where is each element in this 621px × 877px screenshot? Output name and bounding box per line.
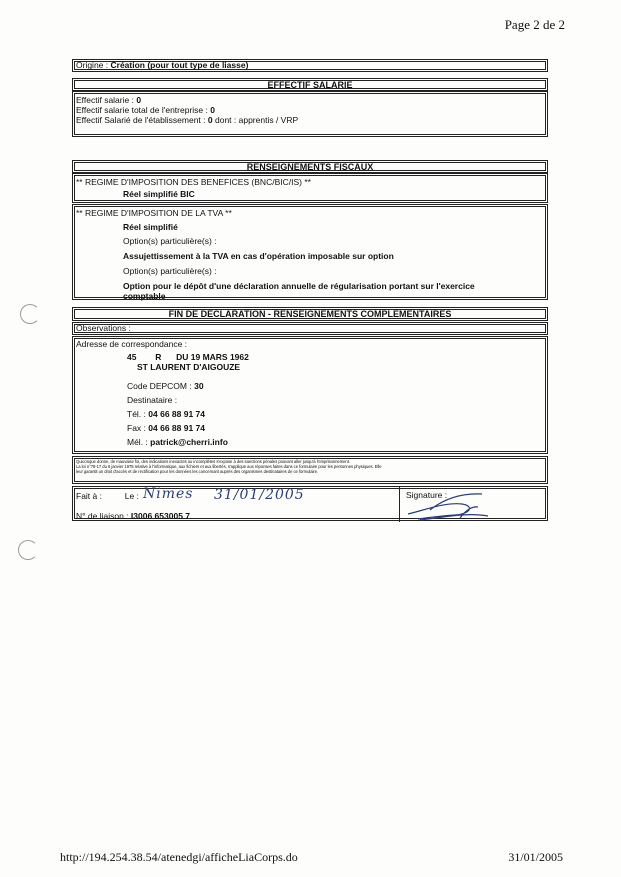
page-number: Page 2 de 2 <box>504 17 565 32</box>
benefices-label: ** REGIME D'IMPOSITION DES BENEFICES (BNC/BIC/IS) ** <box>76 177 311 187</box>
tva-value: Réel simplifié <box>123 222 178 232</box>
adresse-ville: ST LAURENT D'AIGOUZE <box>137 362 241 372</box>
statement-line2: La loi n°78-17 du 6 janvier 1978 relative à l'informatique, aux fichiers et aux libertés, s'applique aux réponses faites dans ce formulaire pour les personnes physiques. Elle <box>76 464 382 469</box>
statement-box <box>72 456 548 484</box>
adresse-box <box>72 336 548 454</box>
handwritten-date: 31/01/2005 <box>214 487 305 503</box>
benefices-value: Réel simplifié BIC <box>123 189 195 199</box>
footer-date: 31/01/2005 <box>508 850 563 864</box>
option2-value-line2: comptable <box>123 291 166 301</box>
effectif-l2-label: Effectif salarie total de l'entreprise : <box>76 105 208 115</box>
effectif-l2-value: 0 <box>210 105 215 115</box>
handwritten-place: Nimes <box>143 486 194 502</box>
liaison-label: N° de liaison : <box>76 511 129 521</box>
fin-header <box>72 307 548 321</box>
punch-hole-mark <box>20 304 40 324</box>
le-label: Le : <box>124 491 139 501</box>
liaison-value: I3006 653005 7 <box>130 511 191 521</box>
effectif-title: EFFECTIF SALARIE <box>267 80 353 90</box>
depcom-label: Code DEPCOM : <box>127 381 192 391</box>
fax-label: Fax : <box>127 423 146 433</box>
footer-url: http://194.254.38.54/atenedgi/afficheLiaCorps.do <box>60 850 298 864</box>
effectif-l3-label: Effectif Salarié de l'établissement : <box>76 115 206 125</box>
origin-value: Création (pour tout type de liasse) <box>110 60 249 70</box>
option2-label: Option(s) particulière(s) : <box>123 266 217 276</box>
signature-drawing <box>400 488 495 526</box>
adresse-rue: DU 19 MARS 1962 <box>176 352 249 362</box>
depcom-value: 30 <box>194 381 204 391</box>
fiscaux-title: RENSEIGNEMENTS FISCAUX <box>246 162 374 172</box>
signature-label: Signature : <box>406 490 448 500</box>
effectif-l3-suffix: dont : apprentis / VRP <box>215 115 299 125</box>
observations-box <box>72 322 548 335</box>
mel-value: patrick@cherri.info <box>150 437 228 447</box>
effectif-body <box>72 91 548 137</box>
effectif-l3-value: 0 <box>207 115 213 125</box>
fiscaux-header <box>72 160 548 173</box>
fin-title: FIN DE DECLARATION - RENSEIGNEMENTS COMPLEMENTAIRES <box>168 309 452 319</box>
mel-label: Mél. : <box>127 437 148 447</box>
effectif-l1-label: Effectif salarie : <box>76 95 134 105</box>
option1-label: Option(s) particulière(s) : <box>123 236 217 246</box>
tva-label: ** REGIME D'IMPOSITION DE LA TVA ** <box>76 208 232 218</box>
effectif-header <box>72 78 548 91</box>
option2-value-line1: Option pour le dépôt d'une déclaration annuelle de régularisation portant sur l'exercice <box>123 281 475 291</box>
tel-value: 04 66 88 91 74 <box>148 409 206 419</box>
observations-label: Observations : <box>76 323 131 333</box>
statement-line1: Quiconque donne, de mauvaise foi, des indications inexactes ou incomplètes s'expose à des sanctions pénales pouvant aller jusqu'à l'emprisonnement. <box>76 459 350 464</box>
fait-label: Fait à : <box>76 491 102 501</box>
fiscaux-benefices-box <box>72 173 548 203</box>
tel-label: Tél. : <box>127 409 146 419</box>
fiscaux-tva-box <box>72 204 548 300</box>
adresse-num: 45 <box>127 352 137 362</box>
fax-value: 04 66 88 91 74 <box>148 423 206 433</box>
adresse-type: R <box>155 352 162 362</box>
punch-hole-mark <box>18 540 38 560</box>
option1-value: Assujettissement à la TVA en cas d'opération imposable sur option <box>123 251 394 261</box>
origin-box <box>72 59 548 72</box>
origin-label: Origine : <box>76 60 109 70</box>
adresse-label: Adresse de correspondance : <box>76 339 188 349</box>
effectif-l1-value: 0 <box>136 95 142 105</box>
destinataire-label: Destinataire : <box>127 395 178 405</box>
statement-line3: leur garantit un droit d'accès et de rectification pour les données les concernant auprès des organismes destinataires de ce formulaire. <box>76 469 319 474</box>
